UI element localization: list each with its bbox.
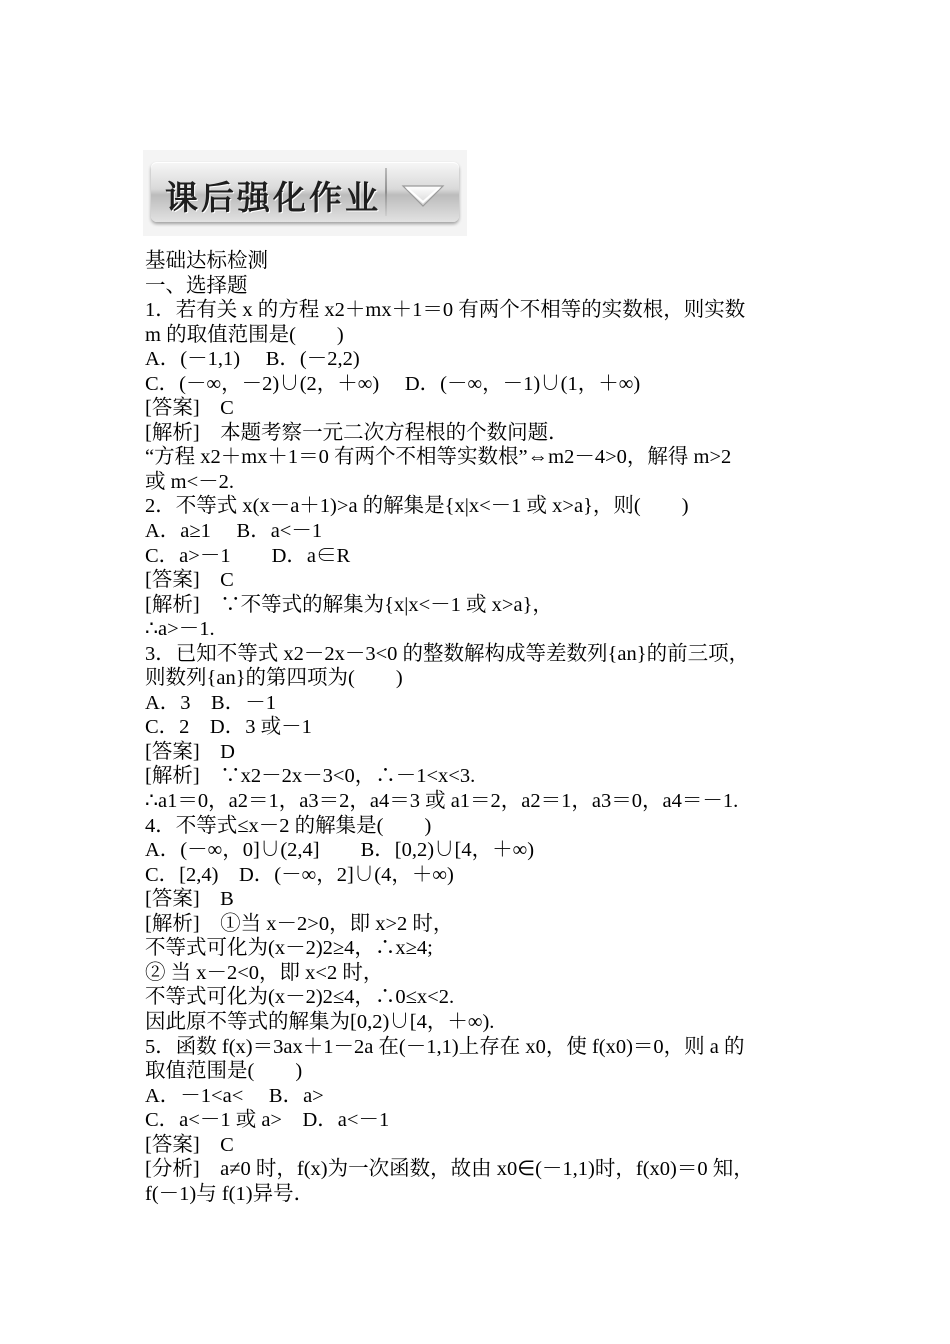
text-line: f(－1)与 f(1)异号． <box>145 1182 315 1205</box>
text-line: [分析] a≠0 时，f(x)为一次函数，故由 x0∈(－1,1)时，f(x0)＝0 知， <box>145 1158 754 1181</box>
banner-divider <box>385 168 387 216</box>
text-line: C．a>－1 D．a∈R <box>145 544 351 567</box>
banner-title: 课后强化作业 <box>165 178 381 217</box>
text-line: C．a<－1 或 a> D．a<－1 <box>145 1109 390 1132</box>
banner-plate <box>151 162 459 222</box>
text-line: 则数列{an}的第四项为( ) <box>145 667 403 690</box>
text-line: A．a≥1 B．a<－1 <box>145 520 323 543</box>
text-line: [解析] ∵不等式的解集为{x|x<－1 或 x>a}， <box>145 593 553 616</box>
section-banner <box>143 150 467 236</box>
text-line: 4．不等式≤x－2 的解集是( ) <box>145 814 432 837</box>
section-heading: 基础达标检测 <box>145 250 268 272</box>
text-line: ∴a>－1. <box>145 618 215 641</box>
text-line: C．[2,4) D．(－∞，2]∪(4，＋∞) <box>145 863 454 886</box>
text-line: A．－1<a< B．a> <box>145 1084 324 1107</box>
text-line: “方程 x2＋mx＋1＝0 有两个不相等实数根”⇔m2－4>0，解得 m>2 <box>145 446 732 469</box>
text-line: [答案] B <box>145 888 234 911</box>
text-line: [答案] D <box>145 740 235 763</box>
text-line: [解析] ①当 x－2>0，即 x>2 时， <box>145 912 454 935</box>
exercise-text <box>145 249 825 1206</box>
text-line: [解析] ∵x2－2x－3<0，∴－1<x<3. <box>145 765 476 788</box>
text-line: 不等式可化为(x－2)2≤4，∴0≤x<2. <box>145 986 455 1009</box>
text-line: A．(－∞，0]∪(2,4] B．[0,2)∪[4，＋∞) <box>145 839 535 862</box>
text-line: 1．若有关 x 的方程 x2＋mx＋1＝0 有两个不相等的实数根，则实数 <box>145 299 746 322</box>
text-line: 5．函数 f(x)＝3ax＋1－2a 在(－1,1)上存在 x0，使 f(x0)＝0，则 a 的 <box>145 1035 745 1058</box>
text-line: 或 m<－2. <box>145 470 235 493</box>
text-line: 取值范围是( ) <box>145 1060 303 1083</box>
text-line: ∴a1＝0，a2＝1，a3＝2，a4＝3 或 a1＝2，a2＝1，a3＝0，a4＝－1. <box>145 790 739 813</box>
text-line: [答案] C <box>145 1133 234 1156</box>
text-line: m 的取值范围是( ) <box>145 323 344 346</box>
text-line: [答案] C <box>145 397 234 420</box>
text-line: A．3 B．－1 <box>145 691 276 714</box>
text-line: 不等式可化为(x－2)2≥4，∴x≥4; <box>145 937 433 960</box>
text-line: 2．不等式 x(x－a＋1)>a 的解集是{x|x<－1 或 x>a}，则( ) <box>145 495 689 518</box>
text-line: A．(－1,1) B．(－2,2) <box>145 348 360 371</box>
text-line: ② 当 x－2<0，即 x<2 时， <box>145 961 384 984</box>
subsection-heading: 一、选择题 <box>145 274 248 297</box>
text-line: C．(－∞，－2)∪(2，＋∞) D．(－∞，－1)∪(1，＋∞) <box>145 372 641 395</box>
text-line: [解析] 本题考察一元二次方程根的个数问题． <box>145 421 569 444</box>
text-line: 因此原不等式的解集为[0,2)∪[4，＋∞). <box>145 1010 495 1033</box>
text-line: C．2 D．3 或－1 <box>145 716 312 739</box>
text-line: [答案] C <box>145 569 234 592</box>
text-line: 3．已知不等式 x2－2x－3<0 的整数解构成等差数列{an}的前三项， <box>145 642 750 665</box>
chevron-down-icon <box>391 166 455 218</box>
